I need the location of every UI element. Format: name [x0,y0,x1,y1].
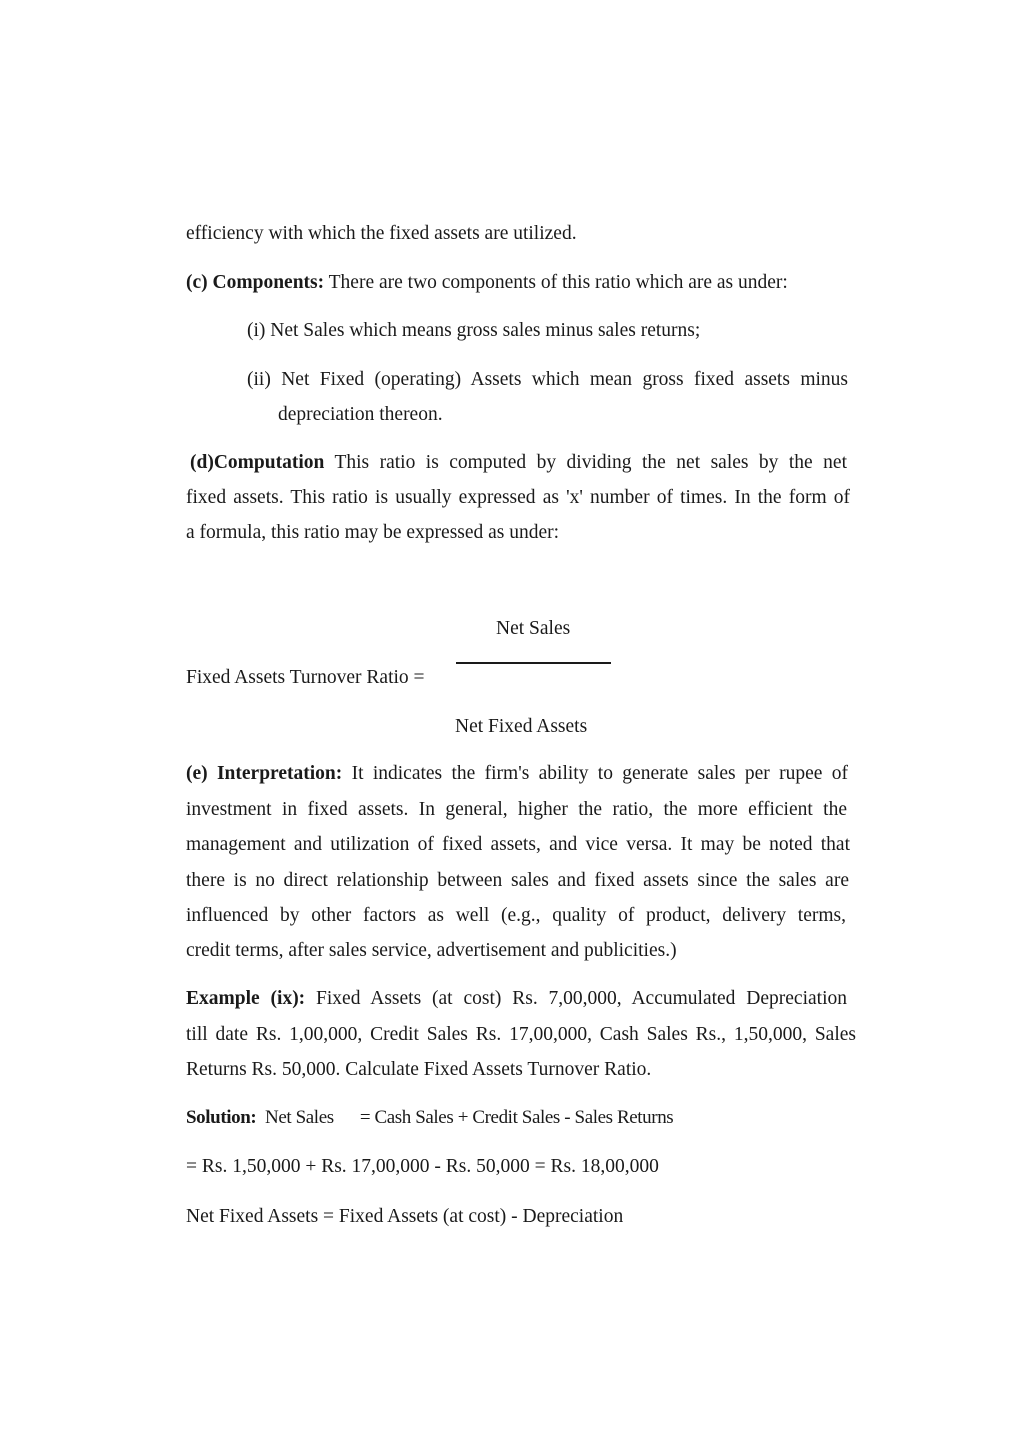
paragraph-line: efficiency with which the fixed assets are utilized. [186,223,577,244]
interpretation-line-3: management and utilization of fixed assets, and vice versa. It may be noted that [186,834,850,855]
formula-label: Fixed Assets Turnover Ratio = [186,667,425,688]
computation-line-2: fixed assets. This ratio is usually expressed as 'x' number of times. In the form of [186,487,850,508]
computation-heading: (d)Computation [190,452,325,473]
interpretation-heading: (e) Interpretation: [186,763,343,784]
computation-line-3: a formula, this ratio may be expressed as under: [186,522,560,543]
components-heading: (c) Components: [186,272,325,293]
solution-heading: Solution: [186,1107,257,1128]
formula-denominator: Net Fixed Assets [455,716,588,737]
components-text: There are two components of this ratio which are as under: [324,272,788,293]
solution-line-3: Net Fixed Assets = Fixed Assets (at cost) - Depreciation [186,1206,624,1227]
formula-numerator: Net Sales [496,618,571,639]
computation-line-1 [190,451,847,475]
components-paragraph [186,271,788,295]
interpretation-line-5: influenced by other factors as well (e.g., quality of product, delivery terms, [186,905,846,926]
fraction-bar [456,662,611,664]
interpretation-line-4: there is no direct relationship between sales and fixed assets since the sales are [186,870,849,891]
solution-text: Net Sales = Cash Sales + Credit Sales - Sales Returns [256,1107,674,1128]
components-item-2-continuation: depreciation thereon. [278,404,443,425]
interpretation-line-6: credit terms, after sales service, advertisement and publicities.) [186,940,677,961]
example-text: Fixed Assets (at cost) Rs. 7,00,000, Accumulated Depreciation [305,988,847,1009]
interpretation-line-2: investment in fixed assets. In general, higher the ratio, the more efficient the [186,799,847,820]
example-line-2: till date Rs. 1,00,000, Credit Sales Rs. 17,00,000, Cash Sales Rs., 1,50,000, Sales [186,1024,856,1045]
solution-line-1 [186,1106,673,1130]
solution-line-2: = Rs. 1,50,000 + Rs. 17,00,000 - Rs. 50,000 = Rs. 18,00,000 [186,1156,659,1177]
interpretation-line-1 [186,762,848,786]
example-line-1 [186,987,847,1011]
computation-text: This ratio is computed by dividing the net sales by the net [324,452,847,473]
example-line-3: Returns Rs. 50,000. Calculate Fixed Assets Turnover Ratio. [186,1059,652,1080]
interpretation-text: It indicates the firm's ability to generate sales per rupee of [342,763,848,784]
components-item-1: (i) Net Sales which means gross sales minus sales returns; [247,320,701,341]
components-item-2: (ii) Net Fixed (operating) Assets which mean gross fixed assets minus [247,369,848,390]
example-heading: Example (ix): [186,988,306,1009]
